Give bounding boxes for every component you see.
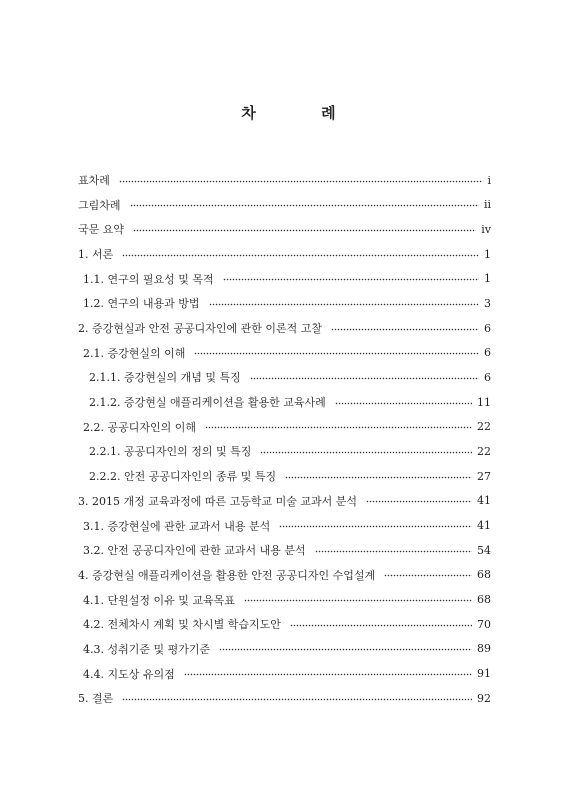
dot-leader [223, 278, 479, 281]
toc-entry-page: 41 [477, 494, 491, 508]
toc-entry-label: 2. 증강현실과 안전 공공디자인에 관한 이론적 고찰 [78, 322, 322, 336]
toc-entry [78, 220, 491, 238]
toc-entry [83, 344, 491, 362]
toc-entry-page: ii [483, 198, 491, 212]
dot-leader [122, 254, 479, 257]
toc-entry-page: 92 [477, 691, 491, 705]
toc-entry-page: 3 [484, 296, 491, 310]
toc-entry [78, 689, 491, 707]
toc-entry-page: 6 [484, 321, 491, 335]
dot-leader [285, 476, 472, 479]
toc-entry-label: 2.1. 증강현실의 이해 [83, 346, 186, 360]
toc-entry-label: 1. 서론 [78, 248, 114, 262]
toc-entry [83, 665, 491, 683]
toc-entry-page: 68 [477, 568, 491, 582]
toc-entry [78, 171, 491, 189]
dot-leader [119, 180, 483, 183]
dot-leader [244, 599, 472, 602]
dot-leader [133, 229, 476, 232]
toc-entry [78, 196, 491, 214]
dot-leader [366, 500, 472, 503]
dot-leader [209, 303, 480, 306]
toc-entry-page: 22 [477, 420, 491, 434]
toc-entry-label: 2.1.2. 증강현실 애플리케이션을 활용한 교육사례 [89, 396, 326, 410]
toc-entry-label: 4.4. 지도상 유의점 [83, 667, 175, 681]
toc-entry-label: 4. 증강현실 애플리케이션을 활용한 안전 공공디자인 수업설계 [78, 568, 376, 582]
toc-entry-page: 6 [484, 370, 491, 384]
dot-leader [194, 352, 479, 355]
toc-entry [83, 418, 491, 436]
toc-entry-label: 5. 결론 [78, 692, 114, 706]
dot-leader [205, 426, 472, 429]
toc-entry [89, 393, 491, 411]
toc-entry-label: 2.2.2. 안전 공공디자인의 종류 및 특징 [89, 470, 277, 484]
dot-leader [219, 648, 472, 651]
page-title: 차 례 [241, 104, 366, 122]
toc-entry-page: i [487, 173, 491, 187]
toc-entry-page: 70 [477, 617, 491, 631]
toc-entry-page: 27 [477, 469, 491, 483]
toc-entry-label: 2.2. 공공디자인의 이해 [83, 420, 196, 434]
toc-entry [83, 615, 491, 633]
toc-entry-label: 2.2.1. 공공디자인의 정의 및 특징 [89, 445, 252, 459]
toc-entry [83, 517, 491, 535]
toc-entry [78, 492, 491, 510]
toc-entry [83, 294, 491, 312]
dot-leader [184, 673, 472, 676]
toc-entry-page: 54 [477, 543, 491, 557]
toc-entry-label: 4.1. 단원설정 이유 및 교육목표 [83, 593, 235, 607]
dot-leader [279, 525, 472, 528]
toc-entry [83, 270, 491, 288]
toc-entry-label: 4.3. 성취기준 및 평가기준 [83, 642, 211, 656]
dot-leader [260, 451, 472, 454]
dot-leader [384, 574, 472, 577]
dot-leader [331, 328, 479, 331]
toc-entry-page: 91 [477, 667, 491, 681]
toc-entry-page: 11 [477, 395, 491, 409]
dot-leader [122, 698, 472, 701]
toc-entry-page: 6 [484, 346, 491, 360]
toc-entry-label: 국문 요약 [78, 223, 125, 237]
dot-leader [335, 402, 472, 405]
dot-leader [250, 377, 479, 380]
toc-entry-page: 1 [484, 272, 491, 286]
toc-entry-page: 41 [477, 519, 491, 533]
toc-entry-label: 2.1.1. 증강현실의 개념 및 특징 [89, 371, 241, 385]
toc-entry [83, 640, 491, 658]
toc-entry-page: 22 [477, 444, 491, 458]
toc-entry-page: 68 [477, 593, 491, 607]
toc-entry [78, 319, 491, 337]
toc-entry-label: 4.2. 전체차시 계획 및 차시별 학습지도안 [83, 618, 281, 632]
toc-entry-page: iv [481, 222, 491, 236]
dot-leader [315, 550, 472, 553]
toc-entry-label: 3. 2015 개정 교육과정에 따른 고등학교 미술 교과서 분석 [78, 494, 357, 508]
toc-entry-label: 그림차례 [78, 198, 121, 212]
toc-entry [89, 368, 491, 386]
toc-entry-label: 1.1. 연구의 필요성 및 목적 [83, 272, 214, 286]
toc-entry-label: 3.1. 증강현실에 관한 교과서 내용 분석 [83, 519, 271, 533]
toc-entry-page: 89 [477, 642, 491, 656]
toc-entry [78, 245, 491, 263]
toc-entry-label: 1.2. 연구의 내용과 방법 [83, 297, 200, 311]
toc-entry-page: 1 [484, 247, 491, 261]
toc-entry [89, 467, 491, 485]
toc-entry-label: 3.2. 안전 공공디자인에 관한 교과서 내용 분석 [83, 544, 306, 558]
dot-leader [290, 624, 472, 627]
toc-entry [83, 591, 491, 609]
toc-entry [78, 566, 491, 584]
dot-leader [130, 204, 479, 207]
toc-entry [83, 541, 491, 559]
toc-entry-label: 표차례 [78, 174, 110, 187]
toc-entry [89, 442, 491, 460]
